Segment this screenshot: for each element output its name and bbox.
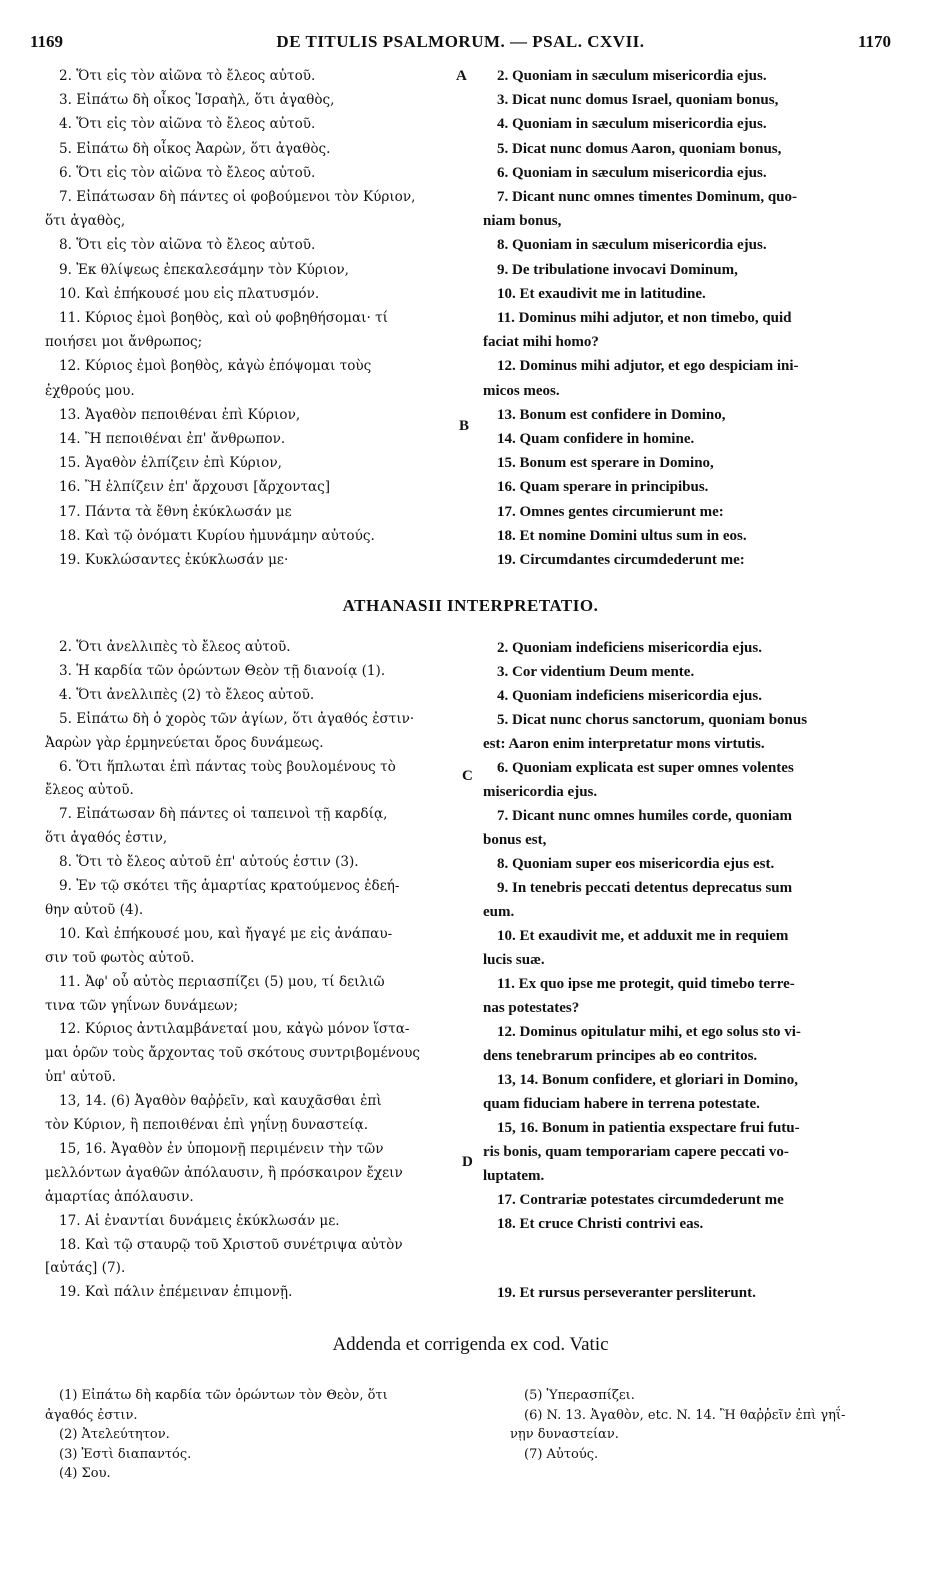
- psalm-latin-line: 13. Bonum est confidere in Domino,: [497, 406, 726, 423]
- margin-marker-d: D: [462, 1154, 473, 1170]
- psalm-greek-line: 9. Ἐκ θλίψεως ἐπεκαλεσάμην τὸν Κύριον,: [59, 261, 349, 278]
- interpretation-latin-line: est: Aaron enim interpretatur mons virtutis.: [483, 736, 765, 752]
- psalm-latin-line: 14. Quam confidere in homine.: [497, 431, 695, 447]
- interpretation-latin-line: quam fiduciam habere in terrena potestate.: [483, 1096, 760, 1112]
- interpretation-latin-line: 12. Dominus opitulatur mihi, et ego solus sto vi-: [497, 1024, 801, 1040]
- addenda-note-line: νῃν δυναστείαν.: [510, 1427, 619, 1442]
- psalm-latin-line: micos meos.: [483, 382, 560, 399]
- interpretation-greek-line: 6. Ὅτι ἥπλωται ἐπὶ πάντας τοὺς βουλομένους τὸ: [59, 758, 396, 775]
- margin-marker-a: A: [456, 68, 467, 84]
- interpretation-greek-line: 4. Ὅτι ἀνελλιπὲς (2) τὸ ἔλεος αὐτοῦ.: [59, 686, 315, 703]
- interpretation-greek-line: 17. Αἱ ἐναντίαι δυνάμεις ἐκύκλωσάν με.: [59, 1212, 340, 1229]
- interpretation-latin-line: misericordia ejus.: [483, 784, 598, 800]
- interpretation-greek-line: 7. Εἰπάτωσαν δὴ πάντες οἱ ταπεινοὶ τῇ καρδίᾳ,: [59, 806, 388, 823]
- psalm-latin-line: 15. Bonum est sperare in Domino,: [497, 455, 714, 472]
- margin-marker-b: B: [459, 418, 470, 434]
- interpretation-latin-line: nas potestates?: [483, 1000, 580, 1016]
- psalm-latin-line: 6. Quoniam in sæculum misericordia ejus.: [497, 164, 767, 181]
- psalm-greek-line: 3. Εἰπάτω δὴ οἶκος Ἰσραὴλ, ὅτι ἀγαθὸς,: [59, 92, 335, 109]
- interpretation-greek-line: ὑπ' αὐτοῦ.: [45, 1069, 116, 1086]
- psalm-latin-line: 12. Dominus mihi adjutor, et ego despiciam ini-: [497, 358, 799, 375]
- interpretation-latin-line: 17. Contrariæ potestates circumdederunt me: [497, 1192, 784, 1208]
- interpretation-greek-line: τὸν Κύριον, ἢ πεποιθέναι ἐπὶ γηΐνῃ δυναστείᾳ.: [45, 1117, 369, 1133]
- addenda-note-line: (1) Εἰπάτω δὴ καρδία τῶν ὁρώντων τὸν Θεὸν, ὅτι: [59, 1388, 388, 1403]
- psalm-latin-line: 8. Quoniam in sæculum misericordia ejus.: [497, 237, 767, 254]
- interpretation-latin-line: 10. Et exaudivit me, et adduxit me in requiem: [497, 928, 789, 944]
- addenda-note-line: (7) Αὐτούς.: [524, 1446, 599, 1462]
- interpretation-latin-line: luptatem.: [483, 1168, 545, 1184]
- psalm-greek-line: 2. Ὅτι εἰς τὸν αἰῶνα τὸ ἔλεος αὐτοῦ.: [59, 68, 316, 84]
- interpretation-latin-line: bonus est,: [483, 832, 547, 848]
- interpretation-latin-line: ris bonis, quam temporariam capere peccati vo-: [483, 1144, 789, 1160]
- interpretation-greek-line: 10. Καὶ ἐπήκουσέ μου, καὶ ἤγαγέ με εἰς ἀνάπαυ-: [59, 925, 393, 942]
- interpretation-latin-line: lucis suæ.: [483, 952, 545, 968]
- interpretation-greek-line: ὅτι ἀγαθός ἐστιν,: [45, 830, 168, 847]
- psalm-greek-line: 15. Ἀγαθὸν ἐλπίζειν ἐπὶ Κύριον,: [59, 455, 282, 472]
- addenda-note-line: (6) N. 13. Ἀγαθὸν, etc. N. 14. Ἢ θαῤῥεῖν ἐπὶ γηΐ-: [524, 1407, 846, 1423]
- psalm-latin-line: niam bonus,: [483, 213, 562, 230]
- psalm-latin-line: 10. Et exaudivit me in latitudine.: [497, 285, 706, 302]
- interpretation-latin-line: 19. Et rursus perseveranter persliterunt.: [497, 1285, 756, 1302]
- psalm-greek-line: 18. Καὶ τῷ ὀνόματι Κυρίου ἠμυνάμην αὐτούς.: [59, 527, 375, 544]
- interpretation-latin-line: 9. In tenebris peccati detentus deprecatus sum: [497, 880, 793, 896]
- psalm-latin-line: 11. Dominus mihi adjutor, et non timebo, quid: [497, 310, 792, 326]
- addenda-note-line: ἀγαθός ἐστιν.: [45, 1407, 138, 1423]
- psalm-greek-line: 19. Κυκλώσαντες ἐκύκλωσάν με·: [59, 552, 289, 568]
- psalm-greek-line: 6. Ὅτι εἰς τὸν αἰῶνα τὸ ἔλεος αὐτοῦ.: [59, 164, 316, 181]
- interpretation-latin-line: 2. Quoniam indeficiens misericordia ejus.: [497, 640, 762, 656]
- interpretation-greek-line: 3. Ἡ καρδία τῶν ὁρώντων Θεὸν τῇ διανοίᾳ (1).: [59, 662, 386, 679]
- interpretation-greek-line: σιν τοῦ φωτὸς αὐτοῦ.: [45, 949, 195, 966]
- interpretation-latin-line: dens tenebrarum principes ab eo contritos.: [483, 1048, 758, 1064]
- psalm-latin-line: 9. De tribulatione invocavi Dominum,: [497, 261, 738, 278]
- psalm-latin-line: 18. Et nomine Domini ultus sum in eos.: [497, 527, 747, 544]
- interpretation-greek-line: 5. Εἰπάτω δὴ ὁ χορὸς τῶν ἁγίων, ὅτι ἀγαθός ἐστιν·: [59, 710, 415, 727]
- interpretation-greek-line: Ἀαρὼν γὰρ ἑρμηνεύεται ὄρος δυνάμεως.: [45, 734, 324, 751]
- addenda-note-line: (4) Σου.: [59, 1466, 111, 1481]
- interpretation-greek-line: τινα τῶν γηΐνων δυνάμεων;: [45, 997, 239, 1014]
- left-page-number: 1169: [30, 32, 64, 51]
- interpretation-greek-line: 18. Καὶ τῷ σταυρῷ τοῦ Χριστοῦ συνέτριψα αὐτὸν: [59, 1236, 403, 1253]
- addenda-title: Addenda et corrigenda ex cod. Vatic: [332, 1334, 609, 1355]
- psalm-greek-line: 17. Πάντα τὰ ἔθνη ἐκύκλωσάν με: [59, 503, 292, 520]
- interpretation-latin-line: 11. Ex quo ipse me protegit, quid timebo terre-: [497, 976, 795, 992]
- addenda-note-line: (3) Ἐστὶ διαπαντός.: [59, 1446, 192, 1462]
- psalm-latin-line: 16. Quam sperare in principibus.: [497, 479, 709, 496]
- running-title: DE TITULIS PSALMORUM. — PSAL. CXVII.: [276, 32, 645, 51]
- psalm-greek-line: 16. Ἢ ἐλπίζειν ἐπ' ἄρχουσι [ἄρχοντας]: [59, 479, 331, 496]
- interpretation-greek-line: 2. Ὅτι ἀνελλιπὲς τὸ ἔλεος αὐτοῦ.: [59, 639, 291, 655]
- psalm-greek-line: 7. Εἰπάτωσαν δὴ πάντες οἱ φοβούμενοι τὸν Κύριον,: [59, 189, 416, 205]
- addenda-note-line: (5) Ὑπερασπίζει.: [524, 1388, 635, 1403]
- interpretation-greek-line: ἔλεος αὐτοῦ.: [45, 782, 134, 799]
- interpretation-greek-line: θην αὐτοῦ (4).: [45, 901, 144, 918]
- addenda-note-line: (2) Ἀτελεύτητον.: [59, 1427, 170, 1442]
- psalm-greek-line: 8. Ὅτι εἰς τὸν αἰῶνα τὸ ἔλεος αὐτοῦ.: [59, 237, 316, 254]
- psalm-latin-line: 7. Dicant nunc omnes timentes Dominum, quo-: [497, 189, 798, 205]
- interpretation-latin-line: 8. Quoniam super eos misericordia ejus est.: [497, 856, 775, 872]
- psalm-greek-line: 12. Κύριος ἐμοὶ βοηθὸς, κἀγὼ ἐπόψομαι τοὺς: [59, 358, 372, 375]
- psalm-greek-line: 4. Ὅτι εἰς τὸν αἰῶνα τὸ ἔλεος αὐτοῦ.: [59, 116, 316, 133]
- margin-marker-c: C: [462, 768, 473, 784]
- interpretation-latin-line: eum.: [483, 904, 515, 920]
- page-header: [30, 30, 891, 56]
- psalm-greek-line: ἐχθρούς μου.: [45, 382, 135, 399]
- psalm-latin-line: 3. Dicat nunc domus Israel, quoniam bonus,: [497, 92, 779, 109]
- interpretation-latin-line: 13, 14. Bonum confidere, et gloriari in Domino,: [497, 1072, 798, 1088]
- psalm-greek-line: ποιήσει μοι ἄνθρωπος;: [45, 334, 203, 351]
- interpretation-greek-line: 9. Ἐν τῷ σκότει τῆς ἁμαρτίας κρατούμενος ἐδεή-: [59, 878, 400, 894]
- psalm-greek-line: 14. Ἢ πεποιθέναι ἐπ' ἄνθρωπον.: [59, 431, 286, 447]
- interpretation-latin-line: 18. Et cruce Christi contrivi eas.: [497, 1216, 704, 1232]
- interpretation-latin-line: 7. Dicant nunc omnes humiles corde, quoniam: [497, 808, 793, 824]
- psalm-greek-line: 13. Ἀγαθὸν πεποιθέναι ἐπὶ Κύριον,: [59, 406, 301, 423]
- section-title: ATHANASII INTERPRETATIO.: [342, 596, 599, 615]
- interpretation-greek-line: 19. Καὶ πάλιν ἐπέμειναν ἐπιμονῇ.: [59, 1284, 293, 1301]
- interpretation-greek-line: 13, 14. (6) Ἀγαθὸν θαῤῥεῖν, καὶ καυχᾶσθαι ἐπὶ: [59, 1093, 382, 1110]
- psalm-latin-line: 5. Dicat nunc domus Aaron, quoniam bonus,: [497, 140, 782, 157]
- psalm-latin-line: 19. Circumdantes circumdederunt me:: [497, 552, 745, 568]
- interpretation-latin-line: 3. Cor videntium Deum mente.: [497, 664, 695, 680]
- interpretation-greek-line: μελλόντων ἀγαθῶν ἀπόλαυσιν, ἢ πρόσκαιρον ἔχειν: [45, 1164, 403, 1181]
- psalm-greek-line: 5. Εἰπάτω δὴ οἶκος Ἀαρὼν, ὅτι ἀγαθὸς.: [59, 140, 331, 157]
- interpretation-greek-line: [αὐτάς] (7).: [45, 1260, 126, 1277]
- right-page-number: 1170: [857, 32, 891, 51]
- psalm-latin-line: faciat mihi homo?: [483, 334, 599, 351]
- interpretation-latin-line: 5. Dicat nunc chorus sanctorum, quoniam bonus: [497, 712, 808, 728]
- psalm-greek-line: 10. Καὶ ἐπήκουσέ μου εἰς πλατυσμόν.: [59, 285, 320, 302]
- psalm-latin-line: 2. Quoniam in sæculum misericordia ejus.: [497, 68, 767, 84]
- interpretation-greek-line: 8. Ὅτι τὸ ἔλεος αὐτοῦ ἐπ' αὐτούς ἐστιν (3).: [59, 854, 359, 871]
- interpretation-greek-line: μαι ὁρῶν τοὺς ἄρχοντας τοῦ σκότους συντριβομένους: [45, 1045, 420, 1062]
- interpretation-greek-line: 12. Κύριος ἀντιλαμβάνεταί μου, κἀγὼ μόνον ἵστα-: [59, 1021, 410, 1038]
- psalm-greek-line: ὅτι ἀγαθὸς,: [45, 213, 126, 230]
- interpretation-greek-line: ἁμαρτίας ἀπόλαυσιν.: [45, 1188, 194, 1205]
- interpretation-greek-line: 15, 16. Ἀγαθὸν ἐν ὑπομονῇ περιμένειν τὴν τῶν: [59, 1140, 384, 1157]
- psalm-greek-line: 11. Κύριος ἐμοὶ βοηθὸς, καὶ οὐ φοβηθήσομαι· τί: [59, 310, 389, 326]
- interpretation-greek-line: 11. Ἀφ' οὗ αὐτὸς περιασπίζει (5) μου, τί δειλιῶ: [59, 973, 385, 990]
- psalm-latin-line: 17. Omnes gentes circumierunt me:: [497, 503, 724, 520]
- interpretation-latin-line: 15, 16. Bonum in patientia exspectare frui futu-: [497, 1120, 800, 1136]
- interpretation-latin-line: 6. Quoniam explicata est super omnes volentes: [497, 760, 794, 776]
- interpretation-latin-line: 4. Quoniam indeficiens misericordia ejus.: [497, 688, 762, 704]
- psalm-latin-line: 4. Quoniam in sæculum misericordia ejus.: [497, 116, 767, 133]
